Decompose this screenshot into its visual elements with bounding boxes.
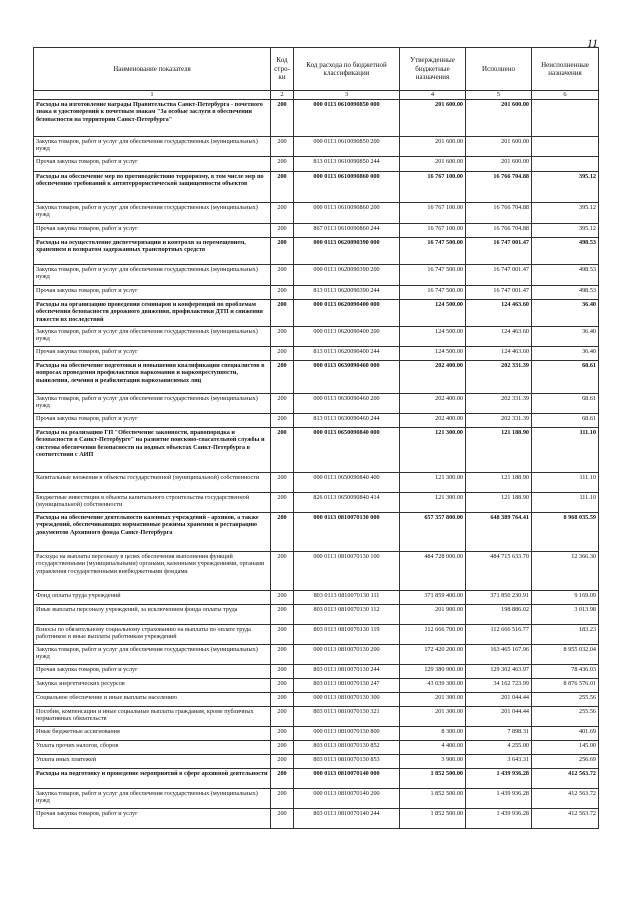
row-remaining-cell: 3 013.98: [532, 605, 599, 625]
row-remaining-cell: 8 876 576.01: [532, 679, 599, 693]
row-remaining-cell: 111.10: [532, 493, 599, 513]
row-line-code-cell: 200: [271, 513, 294, 552]
row-classification-cell: 000 0113 0810070130 200: [294, 645, 400, 665]
row-remaining-cell: 412 563.72: [532, 809, 599, 829]
row-line-code-cell: 200: [271, 665, 294, 679]
row-line-code-cell: 200: [271, 100, 294, 137]
table-row: [34, 665, 599, 679]
row-name-cell: Прочая закупка товаров, работ и услуг: [34, 414, 271, 428]
header-classification-code: Код расхода по бюджетной классификации: [294, 48, 400, 91]
row-name-cell: Иные выплаты персоналу учреждений, за исключением фонда оплаты труда: [34, 605, 271, 625]
row-executed-cell: 121 188.90: [466, 428, 532, 473]
row-name-cell: Закупка товаров, работ и услуг для обеспечения государственных (муниципальных) нужд: [34, 645, 271, 665]
row-classification-cell: 803 0113 0810070130 111: [294, 591, 400, 605]
table-row: [34, 414, 599, 428]
row-classification-cell: 867 0113 0610090860 244: [294, 224, 400, 238]
row-executed-cell: 124 463.60: [466, 347, 532, 361]
row-line-code-cell: 200: [271, 157, 294, 172]
row-approved-cell: 124 500.00: [400, 327, 466, 347]
row-remaining-cell: 12 366.30: [532, 552, 599, 591]
row-classification-cell: 803 0113 0810070130 852: [294, 741, 400, 755]
row-executed-cell: 163 465 167.96: [466, 645, 532, 665]
table-row: [34, 265, 599, 286]
row-classification-cell: 803 0113 0810070130 119: [294, 625, 400, 645]
row-approved-cell: 3 900.00: [400, 755, 466, 769]
row-remaining-cell: 412 563.72: [532, 769, 599, 789]
table-row: [34, 645, 599, 665]
row-remaining-cell: 145.00: [532, 741, 599, 755]
row-remaining-cell: 498.53: [532, 286, 599, 300]
column-number: 2: [271, 91, 294, 100]
row-classification-cell: 803 0113 0810070130 853: [294, 755, 400, 769]
row-classification-cell: 000 0113 0610090860 200: [294, 203, 400, 224]
row-executed-cell: 648 389 764.41: [466, 513, 532, 552]
row-approved-cell: 4 400.00: [400, 741, 466, 755]
row-approved-cell: 121 300.00: [400, 493, 466, 513]
row-classification-cell: 000 0113 0630090460 000: [294, 361, 400, 394]
row-remaining-cell: 111.10: [532, 428, 599, 473]
row-approved-cell: 16 747 500.00: [400, 265, 466, 286]
row-remaining-cell: 68.61: [532, 361, 599, 394]
row-classification-cell: 000 0113 0630090460 200: [294, 394, 400, 414]
row-line-code-cell: 200: [271, 137, 294, 157]
row-executed-cell: 16 766 704.88: [466, 224, 532, 238]
table-row: [34, 625, 599, 645]
table-row: [34, 327, 599, 347]
row-line-code-cell: 200: [271, 693, 294, 707]
row-approved-cell: 121 300.00: [400, 473, 466, 493]
row-line-code-cell: 200: [271, 605, 294, 625]
row-remaining-cell: 498.53: [532, 238, 599, 265]
row-classification-cell: 803 0113 0810070130 247: [294, 679, 400, 693]
header-line-code: Код стро- ки: [271, 48, 294, 91]
row-name-cell: Закупка товаров, работ и услуг для обеспечения государственных (муниципальных) нужд: [34, 203, 271, 224]
page-number: 11: [586, 36, 598, 50]
row-remaining-cell: 8 955 032.04: [532, 645, 599, 665]
row-line-code-cell: 200: [271, 625, 294, 645]
table-row: [34, 157, 599, 172]
row-approved-cell: 202 400.00: [400, 361, 466, 394]
row-executed-cell: 4 255.00: [466, 741, 532, 755]
row-classification-cell: 000 0113 0810070130 300: [294, 693, 400, 707]
table-row: [34, 428, 599, 473]
row-name-cell: Закупка товаров, работ и услуг для обеспечения государственных (муниципальных) нужд: [34, 265, 271, 286]
row-name-cell: Расходы на изготовление награды Правительства Санкт-Петербурга - почетного знака и удостоверений к почетным знакам "За особые заслуги в обеспечении безопасности на территории Санкт-Петербурга": [34, 100, 271, 137]
row-name-cell: Расходы на подготовку и проведение мероприятий в сфере архивной деятельности: [34, 769, 271, 789]
row-executed-cell: 16 766 704.88: [466, 203, 532, 224]
row-name-cell: Уплата иных платежей: [34, 755, 271, 769]
row-line-code-cell: 200: [271, 755, 294, 769]
row-approved-cell: 16 767 100.00: [400, 224, 466, 238]
row-classification-cell: 000 0113 0620090400 200: [294, 327, 400, 347]
row-name-cell: Закупка товаров, работ и услуг для обеспечения государственных (муниципальных) нужд: [34, 327, 271, 347]
table-row: [34, 679, 599, 693]
table-row: [34, 286, 599, 300]
row-classification-cell: 813 0113 0620090390 244: [294, 286, 400, 300]
row-executed-cell: 124 463.60: [466, 327, 532, 347]
row-line-code-cell: 200: [271, 769, 294, 789]
row-remaining-cell: 498.53: [532, 265, 599, 286]
row-executed-cell: 201 600.00: [466, 137, 532, 157]
row-line-code-cell: 200: [271, 300, 294, 327]
row-executed-cell: 201 600.00: [466, 157, 532, 172]
row-executed-cell: 121 188.90: [466, 493, 532, 513]
row-remaining-cell: 68.61: [532, 394, 599, 414]
row-approved-cell: 201 600.00: [400, 100, 466, 137]
row-name-cell: Бюджетные инвестиции в объекты капитального строительства государственной (муниципальной) собственности: [34, 493, 271, 513]
row-classification-cell: 000 0113 0810070130 100: [294, 552, 400, 591]
table-row: [34, 473, 599, 493]
row-executed-cell: 201 600.00: [466, 100, 532, 137]
row-approved-cell: 484 728 000.00: [400, 552, 466, 591]
row-name-cell: Расходы на обеспечение подготовки и повышения квалификации специалистов в вопросах проведения профилактики наркомании и наркопреступности, выявления, лечения и реабилитации наркозависимых лиц: [34, 361, 271, 394]
column-number: 5: [466, 91, 532, 100]
row-line-code-cell: 200: [271, 394, 294, 414]
row-remaining-cell: 111.10: [532, 473, 599, 493]
row-line-code-cell: 200: [271, 493, 294, 513]
table-row: [34, 513, 599, 552]
row-approved-cell: 201 600.00: [400, 137, 466, 157]
row-approved-cell: 1 852 500.00: [400, 809, 466, 829]
row-classification-cell: 813 0113 0630090460 244: [294, 414, 400, 428]
row-executed-cell: 16 747 001.47: [466, 286, 532, 300]
row-name-cell: Капитальные вложения в объекты государственной (муниципальной) собственности: [34, 473, 271, 493]
row-line-code-cell: 200: [271, 224, 294, 238]
row-name-cell: Иные бюджетные ассигнования: [34, 727, 271, 741]
row-line-code-cell: 200: [271, 789, 294, 809]
row-remaining-cell: 68.61: [532, 414, 599, 428]
row-remaining-cell: 256.69: [532, 755, 599, 769]
table-row: [34, 741, 599, 755]
row-remaining-cell: 395.12: [532, 224, 599, 238]
row-remaining-cell: [532, 137, 599, 157]
row-remaining-cell: [532, 100, 599, 137]
table-row: [34, 100, 599, 137]
row-remaining-cell: 395.12: [532, 203, 599, 224]
row-name-cell: Прочая закупка товаров, работ и услуг: [34, 347, 271, 361]
row-name-cell: Взносы по обязательному социальному страхованию на выплаты по оплате труда работников и иные выплаты работникам учреждений: [34, 625, 271, 645]
table-row: [34, 755, 599, 769]
row-line-code-cell: 200: [271, 327, 294, 347]
row-remaining-cell: 183.23: [532, 625, 599, 645]
row-name-cell: Закупка товаров, работ и услуг для обеспечения государственных (муниципальных) нужд: [34, 394, 271, 414]
table-row: [34, 789, 599, 809]
row-name-cell: Расходы на обеспечение деятельности казенных учреждений - архивов, а также учреждений, обеспечивающих нормативные режимы хранения и реставрацию документов Архивного фонда Санкт-Петербурга: [34, 513, 271, 552]
row-executed-cell: 124 463.60: [466, 300, 532, 327]
row-executed-cell: 129 302 463.97: [466, 665, 532, 679]
row-classification-cell: 000 0113 0610090850 000: [294, 100, 400, 137]
row-line-code-cell: 200: [271, 727, 294, 741]
row-executed-cell: 16 747 001.47: [466, 265, 532, 286]
row-approved-cell: 172 420 200.00: [400, 645, 466, 665]
row-classification-cell: 826 0113 0650090840 414: [294, 493, 400, 513]
column-number: 1: [34, 91, 271, 100]
row-approved-cell: 124 500.00: [400, 347, 466, 361]
row-classification-cell: 000 0113 0810070140 200: [294, 789, 400, 809]
table-row: [34, 552, 599, 591]
row-classification-cell: 000 0113 0610090850 200: [294, 137, 400, 157]
row-line-code-cell: 200: [271, 707, 294, 727]
row-approved-cell: 112 666 700.00: [400, 625, 466, 645]
row-executed-cell: 484 715 633.70: [466, 552, 532, 591]
header-executed: Исполнено: [466, 48, 532, 91]
row-remaining-cell: 255.56: [532, 693, 599, 707]
row-classification-cell: 000 0113 0620090390 200: [294, 265, 400, 286]
row-approved-cell: 1 852 500.00: [400, 769, 466, 789]
row-line-code-cell: 200: [271, 741, 294, 755]
table-row: [34, 394, 599, 414]
table-row: [34, 361, 599, 394]
row-executed-cell: 34 162 723.99: [466, 679, 532, 693]
column-number: 6: [532, 91, 599, 100]
row-name-cell: Пособия, компенсации и иные социальные выплаты гражданам, кроме публичных нормативных обязательств: [34, 707, 271, 727]
row-classification-cell: 813 0113 0610090850 244: [294, 157, 400, 172]
row-line-code-cell: 200: [271, 552, 294, 591]
row-remaining-cell: 36.40: [532, 347, 599, 361]
row-name-cell: Расходы на выплаты персоналу в целях обеспечения выполнения функций государственными (муниципальными) органами, казенными учреждениями, органами управления государственными внебюджетными фондами: [34, 552, 271, 591]
row-line-code-cell: 200: [271, 473, 294, 493]
row-approved-cell: 657 357 800.00: [400, 513, 466, 552]
row-line-code-cell: 200: [271, 203, 294, 224]
row-executed-cell: 201 044.44: [466, 693, 532, 707]
row-remaining-cell: 8 968 035.59: [532, 513, 599, 552]
row-remaining-cell: 78 436.03: [532, 665, 599, 679]
row-remaining-cell: 9 169.09: [532, 591, 599, 605]
header-indicator-name: Наименование показателя: [34, 48, 271, 91]
row-line-code-cell: 200: [271, 428, 294, 473]
row-approved-cell: 8 300.00: [400, 727, 466, 741]
table-row: [34, 707, 599, 727]
row-remaining-cell: 412 563.72: [532, 789, 599, 809]
table-row: [34, 203, 599, 224]
row-approved-cell: 16 767 100.00: [400, 172, 466, 203]
row-classification-cell: 000 0113 0610090860 000: [294, 172, 400, 203]
row-approved-cell: 201 900.00: [400, 605, 466, 625]
row-approved-cell: 124 500.00: [400, 300, 466, 327]
row-executed-cell: 202 331.39: [466, 394, 532, 414]
row-remaining-cell: 401.69: [532, 727, 599, 741]
row-executed-cell: 121 188.90: [466, 473, 532, 493]
table-row: [34, 224, 599, 238]
row-name-cell: Закупка энергетических ресурсов: [34, 679, 271, 693]
row-executed-cell: 202 331.39: [466, 414, 532, 428]
row-name-cell: Прочая закупка товаров, работ и услуг: [34, 286, 271, 300]
table-row: [34, 809, 599, 829]
header-approved: Утвержденные бюджетные назначения: [400, 48, 466, 91]
header-row: [34, 48, 599, 91]
row-name-cell: Закупка товаров, работ и услуг для обеспечения государственных (муниципальных) нужд: [34, 137, 271, 157]
table-row: [34, 591, 599, 605]
row-name-cell: Прочая закупка товаров, работ и услуг: [34, 224, 271, 238]
row-approved-cell: 129 380 900.00: [400, 665, 466, 679]
row-classification-cell: 000 0113 0650090840 400: [294, 473, 400, 493]
row-classification-cell: 000 0113 0650090840 000: [294, 428, 400, 473]
table-row: [34, 300, 599, 327]
header-remaining: Неисполненные назначения: [532, 48, 599, 91]
row-classification-cell: 803 0113 0810070140 244: [294, 809, 400, 829]
row-executed-cell: 1 439 936.28: [466, 789, 532, 809]
row-line-code-cell: 200: [271, 645, 294, 665]
table-row: [34, 238, 599, 265]
row-name-cell: Фонд оплаты труда учреждений: [34, 591, 271, 605]
row-line-code-cell: 200: [271, 347, 294, 361]
row-classification-cell: 000 0113 0810070130 000: [294, 513, 400, 552]
row-name-cell: Прочая закупка товаров, работ и услуг: [34, 809, 271, 829]
row-name-cell: Расходы на осуществление диспетчеризации и контроля за перемещением, хранением и возвратом задержанных транспортных средств: [34, 238, 271, 265]
row-approved-cell: 1 852 500.00: [400, 789, 466, 809]
row-executed-cell: 198 886.02: [466, 605, 532, 625]
column-number: 4: [400, 91, 466, 100]
row-classification-cell: 000 0113 0620090390 000: [294, 238, 400, 265]
row-name-cell: Расходы на обеспечение мер по противодействию терроризму, в том числе мер по обеспечению требований к антитеррористической защищенности объектов: [34, 172, 271, 203]
row-executed-cell: 202 331.39: [466, 361, 532, 394]
row-approved-cell: 201 300.00: [400, 693, 466, 707]
row-name-cell: Расходы на организацию проведения семинаров и конференций по проблемам обеспечения безопасности дорожного движения, профилактики ДТП и снижения тяжести их последствий: [34, 300, 271, 327]
row-approved-cell: 16 767 100.00: [400, 203, 466, 224]
row-name-cell: Социальное обеспечение и иные выплаты населению: [34, 693, 271, 707]
row-executed-cell: 371 850 230.91: [466, 591, 532, 605]
row-name-cell: Прочая закупка товаров, работ и услуг: [34, 157, 271, 172]
row-classification-cell: 000 0113 0810070140 000: [294, 769, 400, 789]
table-row: [34, 347, 599, 361]
column-number: 3: [294, 91, 400, 100]
row-name-cell: Уплата прочих налогов, сборов: [34, 741, 271, 755]
row-executed-cell: 16 766 704.88: [466, 172, 532, 203]
row-classification-cell: 000 0113 0620090400 000: [294, 300, 400, 327]
row-line-code-cell: 200: [271, 679, 294, 693]
table-row: [34, 605, 599, 625]
row-line-code-cell: 200: [271, 265, 294, 286]
row-approved-cell: 201 600.00: [400, 157, 466, 172]
row-approved-cell: 43 039 300.00: [400, 679, 466, 693]
row-name-cell: Закупка товаров, работ и услуг для обеспечения государственных (муниципальных) нужд: [34, 789, 271, 809]
row-remaining-cell: 395.12: [532, 172, 599, 203]
table-row: [34, 769, 599, 789]
row-classification-cell: 000 0113 0810070130 800: [294, 727, 400, 741]
row-line-code-cell: 200: [271, 414, 294, 428]
row-approved-cell: 201 300.00: [400, 707, 466, 727]
row-approved-cell: 16 747 500.00: [400, 238, 466, 265]
row-line-code-cell: 200: [271, 809, 294, 829]
row-classification-cell: 803 0113 0810070130 321: [294, 707, 400, 727]
row-approved-cell: 16 747 500.00: [400, 286, 466, 300]
row-executed-cell: 201 044.44: [466, 707, 532, 727]
row-line-code-cell: 200: [271, 591, 294, 605]
row-remaining-cell: 255.56: [532, 707, 599, 727]
row-remaining-cell: 36.40: [532, 327, 599, 347]
row-line-code-cell: 200: [271, 238, 294, 265]
row-executed-cell: 1 439 936.28: [466, 809, 532, 829]
row-approved-cell: 121 300.00: [400, 428, 466, 473]
row-remaining-cell: [532, 157, 599, 172]
row-classification-cell: 803 0113 0810070130 112: [294, 605, 400, 625]
table-row: [34, 727, 599, 741]
table-row: [34, 137, 599, 157]
row-classification-cell: 813 0113 0620090400 244: [294, 347, 400, 361]
row-executed-cell: 7 898.31: [466, 727, 532, 741]
row-approved-cell: 202 400.00: [400, 394, 466, 414]
row-executed-cell: 3 643.31: [466, 755, 532, 769]
row-line-code-cell: 200: [271, 286, 294, 300]
row-classification-cell: 803 0113 0810070130 244: [294, 665, 400, 679]
row-name-cell: Прочая закупка товаров, работ и услуг: [34, 665, 271, 679]
column-number-row: [34, 91, 599, 100]
row-executed-cell: 1 439 936.28: [466, 769, 532, 789]
row-remaining-cell: 36.40: [532, 300, 599, 327]
budget-execution-table: [33, 47, 599, 829]
row-line-code-cell: 200: [271, 172, 294, 203]
row-executed-cell: 112 666 516.77: [466, 625, 532, 645]
row-name-cell: Расходы на реализацию ГП "Обеспечение законности, правопорядка и безопасности в Санкт-Петербурге" на развитие поисково-спасательной службы и системы обеспечения безопасности на водных объектах Санкт-Петербурга в соответствии с АИП: [34, 428, 271, 473]
row-approved-cell: 371 859 400.00: [400, 591, 466, 605]
table-row: [34, 172, 599, 203]
row-line-code-cell: 200: [271, 361, 294, 394]
row-executed-cell: 16 747 001.47: [466, 238, 532, 265]
table-row: [34, 693, 599, 707]
row-approved-cell: 202 400.00: [400, 414, 466, 428]
table-row: [34, 493, 599, 513]
